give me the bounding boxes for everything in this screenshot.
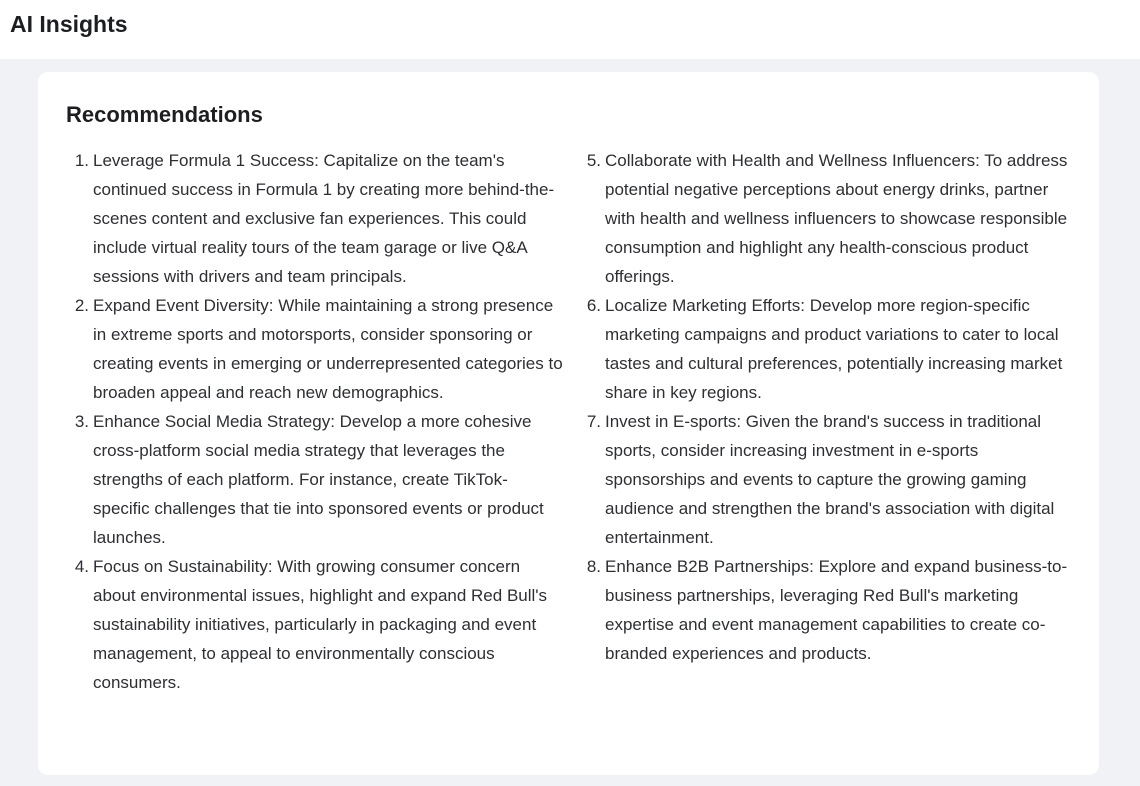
recommendation-item xyxy=(74,146,563,291)
recommendation-text: Collaborate with Health and Wellness Influencers: To address potential negative perceptions about energy drinks, partner with health and wellness influencers to showcase responsible consumption and highlight any health-conscious product offerings. xyxy=(605,151,1068,286)
recommendation-item xyxy=(586,407,1075,552)
recommendation-number: 2. xyxy=(74,296,89,315)
recommendation-text: Localize Marketing Efforts: Develop more region-specific marketing campaigns and product variations to cater to local tastes and cultural preferences, potentially increasing market share in key regions. xyxy=(605,296,1063,402)
recommendation-item xyxy=(586,146,1075,291)
recommendations-list-left xyxy=(74,146,563,697)
recommendation-number: 4. xyxy=(74,557,89,576)
recommendation-number: 1. xyxy=(74,151,89,170)
recommendation-text: Focus on Sustainability: With growing consumer concern about environmental issues, highlight and expand Red Bull's sustainability initiatives, particularly in packaging and event management, to appeal to environmentally conscious consumers. xyxy=(93,557,548,692)
recommendation-number: 3. xyxy=(74,412,89,431)
recommendation-item xyxy=(74,552,563,697)
page-title: AI Insights xyxy=(10,11,128,37)
recommendation-number: 5. xyxy=(586,151,601,170)
recommendation-item xyxy=(74,407,563,552)
recommendation-item xyxy=(586,291,1075,407)
top-bar xyxy=(0,0,1140,59)
recommendation-text: Leverage Formula 1 Success: Capitalize on the team's continued success in Formula 1 by creating more behind-the-scenes content and exclusive fan experiences. This could include virtual reality tours of the team garage or live Q&A sessions with drivers and team principals. xyxy=(93,151,555,286)
recommendation-item xyxy=(74,291,563,407)
section-title: Recommendations xyxy=(66,102,263,127)
recommendation-number: 8. xyxy=(586,557,601,576)
recommendations-card xyxy=(38,72,1099,775)
recommendations-list-right xyxy=(586,146,1075,668)
recommendation-text: Enhance Social Media Strategy: Develop a more cohesive cross-platform social media strategy that leverages the strengths of each platform. For instance, create TikTok-specific challenges that tie into sponsored events or product launches. xyxy=(93,412,544,547)
recommendation-text: Invest in E-sports: Given the brand's success in traditional sports, consider increasing investment in e-sports sponsorships and events to capture the growing gaming audience and strengthen the brand's association with digital entertainment. xyxy=(605,412,1055,547)
recommendation-number: 7. xyxy=(586,412,601,431)
recommendation-number: 6. xyxy=(586,296,601,315)
recommendation-text: Expand Event Diversity: While maintaining a strong presence in extreme sports and motorsports, consider sponsoring or creating events in emerging or underrepresented categories to broaden appeal and reach new demographics. xyxy=(93,296,563,402)
recommendation-text: Enhance B2B Partnerships: Explore and expand business-to-business partnerships, leveraging Red Bull's marketing expertise and event management capabilities to create co-branded experiences and products. xyxy=(605,557,1068,663)
recommendation-item xyxy=(586,552,1075,668)
